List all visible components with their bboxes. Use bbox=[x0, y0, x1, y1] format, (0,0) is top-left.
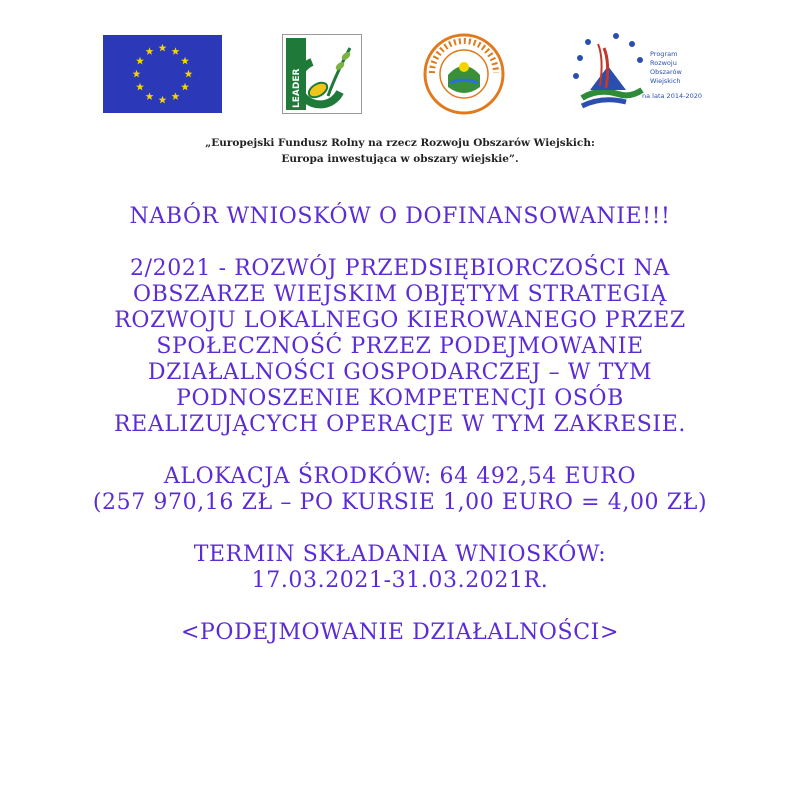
caption-line-2: Europa inwestująca w obszary wiejskie”. bbox=[281, 153, 519, 165]
prow-line-3: Obszarów bbox=[650, 68, 682, 76]
eu-star-icon bbox=[185, 70, 193, 78]
measure-line-2: OBSZARZE WIEJSKIM OBJĘTYM STRATEGIĄ bbox=[133, 282, 667, 307]
announcement-body bbox=[20, 204, 780, 646]
leader-logo bbox=[282, 34, 362, 114]
prow-line-4: Wiejskich bbox=[650, 77, 681, 85]
measure-line-6: PODNOSZENIE KOMPETENCJI OSÓB bbox=[176, 386, 624, 411]
eu-stars-icon bbox=[103, 35, 222, 113]
eu-star-icon bbox=[136, 57, 144, 65]
measure-line-7: REALIZUJĄCYCH OPERACJE W TYM ZAKRESIE. bbox=[114, 412, 686, 437]
operation-tag: <PODEJMOWANIE DZIAŁALNOŚCI> bbox=[181, 620, 619, 645]
eu-star-icon bbox=[146, 92, 154, 100]
allocation-text: ALOKACJA ŚRODKÓW: 64 492,54 EURO bbox=[163, 464, 637, 489]
lgd-dolina-drwecy-logo bbox=[418, 33, 510, 115]
eu-star-icon bbox=[172, 47, 180, 55]
exchange-rate-text: (257 970,16 ZŁ – PO KURSIE 1,00 EURO = 4,00 ZŁ) bbox=[92, 490, 708, 515]
prow-line-2: Rozwoju bbox=[650, 59, 677, 67]
measure-line-4: SPOŁECZNOŚĆ PRZEZ PODEJMOWANIE bbox=[156, 334, 644, 359]
eu-star-icon bbox=[133, 70, 141, 78]
prow-line-5: na lata 2014-2020 bbox=[642, 92, 702, 100]
measure-line-3: ROZWOJU LOKALNEGO KIEROWANEGO PRZEZ bbox=[114, 308, 686, 333]
caption-line-1: „Europejski Fundusz Rolny na rzecz Rozwoju Obszarów Wiejskich: bbox=[205, 137, 595, 149]
eu-star-icon bbox=[172, 92, 180, 100]
eafrd-caption bbox=[150, 135, 650, 167]
leader-wordmark: LEADER bbox=[292, 68, 302, 108]
prow-line-1: Program bbox=[650, 50, 678, 58]
measure-line-1: 2/2021 - ROZWÓJ PRZEDSIĘBIORCZOŚCI NA bbox=[130, 256, 670, 281]
eu-star-icon bbox=[181, 57, 189, 65]
eu-star-icon bbox=[136, 83, 144, 91]
eu-star-icon bbox=[159, 96, 167, 104]
deadline-dates: 17.03.2021-31.03.2021R. bbox=[251, 568, 549, 593]
measure-line-5: DZIAŁALNOŚCI GOSPODARCZEJ – W TYM bbox=[147, 360, 653, 385]
eu-star-icon bbox=[159, 44, 167, 52]
eu-star-icon bbox=[181, 83, 189, 91]
deadline-label: TERMIN SKŁADANIA WNIOSKÓW: bbox=[193, 542, 607, 567]
prow-logo bbox=[568, 28, 718, 116]
svg-text:Program Rozwoju bbox=[642, 50, 702, 100]
eu-flag-icon bbox=[103, 35, 222, 113]
announcement-heading: NABÓR WNIOSKÓW O DOFINANSOWANIE!!! bbox=[129, 204, 671, 229]
eu-star-icon bbox=[146, 47, 154, 55]
